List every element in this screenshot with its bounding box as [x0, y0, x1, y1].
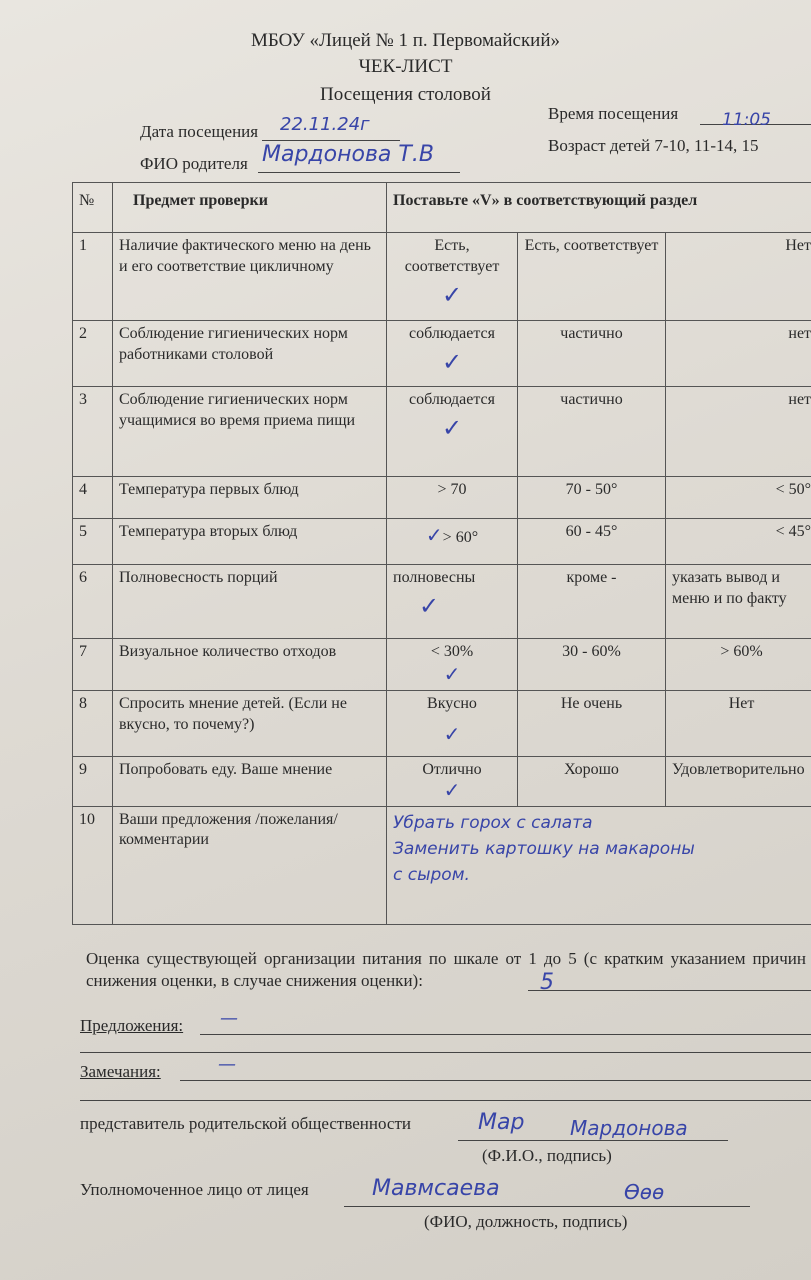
row-number: 10 [73, 806, 113, 924]
row-option: указать вывод и меню и по факту [666, 565, 811, 639]
row-option: Есть, соответствует ✓ [387, 233, 518, 321]
table-row [73, 321, 811, 387]
row-option: 70 - 50° [518, 477, 666, 519]
authorized-signature: Ѳѳѳ [624, 1180, 665, 1204]
authorized-name: Мавмсаева [372, 1176, 500, 1201]
children-age: Возраст детей 7-10, 11-14, 15 [548, 136, 759, 155]
row-subject: Наличие фактического меню на день и его соответствие цикличному [113, 233, 387, 321]
row-subject: Полновесность порций [113, 565, 387, 639]
rating-value: 5 [540, 970, 554, 995]
doc-title: ЧЕК-ЛИСТ [358, 56, 453, 77]
row-option: < 30% ✓ [387, 639, 518, 691]
visit-time-label: Время посещения [548, 104, 679, 123]
authorized-line [344, 1206, 750, 1207]
row-option: нет [666, 387, 811, 477]
row-option: Не очень [518, 690, 666, 756]
comments-value: Убрать горох с салата Заменить картошку на макароны с сыром. [387, 806, 811, 924]
table-row [73, 565, 811, 639]
row-option: < 50° [666, 477, 811, 519]
row-subject: Спросить мнение детей. (Если не вкусно, то почему?) [113, 690, 387, 756]
visit-date-line [262, 140, 400, 141]
row-number: 2 [73, 321, 113, 387]
row-option: частично [518, 321, 666, 387]
row-subject: Соблюдение гигиенических норм работниками столовой [113, 321, 387, 387]
doc-subtitle: Посещения столовой [320, 84, 491, 105]
row-number: 6 [73, 565, 113, 639]
table-row [73, 519, 811, 565]
visit-date-value: 22.11.24г [280, 114, 370, 135]
row-subject: Температура первых блюд [113, 477, 387, 519]
row-number: 1 [73, 233, 113, 321]
check-mark-icon: ✓ [441, 347, 463, 376]
row-number: 9 [73, 756, 113, 806]
checklist-table [72, 182, 811, 925]
row-subject: Ваши предложения /пожелания/ комментарии [113, 806, 387, 924]
row-number: 8 [73, 690, 113, 756]
check-mark-icon: ✓ [419, 591, 440, 620]
check-mark-icon: ✓ [441, 413, 463, 442]
table-row [73, 387, 811, 477]
authorized-label: Уполномоченное лицо от лицея [80, 1180, 309, 1199]
table-row [73, 756, 811, 806]
visit-time-value: 11:05 [722, 110, 771, 130]
table-row [73, 639, 811, 691]
rating-line [528, 990, 811, 991]
row-option: Нет [666, 690, 811, 756]
check-mark-icon: ✓ [443, 777, 461, 802]
col-header-mark: Поставьте «V» в соответствующий раздел [387, 183, 811, 233]
table-header-row [73, 183, 811, 233]
row-option: < 45° [666, 519, 811, 565]
parent-rep-line [458, 1140, 728, 1141]
col-header-number: № [73, 183, 113, 233]
proposals-label: Предложения: [80, 1016, 184, 1035]
row-option: нет [666, 321, 811, 387]
row-option: Удовлетворительно [666, 756, 811, 806]
parent-rep-label: представитель родительской общественности [80, 1114, 411, 1133]
row-option: ✓> 60° [387, 519, 518, 565]
authorized-caption: (ФИО, должность, подпись) [424, 1212, 628, 1231]
row-number: 5 [73, 519, 113, 565]
rating-question: Оценка существующей организации питания по шкале от 1 до 5 (с кратким указанием причин снижения оценки, в случае снижения оценки): [86, 949, 806, 991]
col-header-subject: Предмет проверки [113, 183, 387, 233]
row-number: 3 [73, 387, 113, 477]
row-option: 60 - 45° [518, 519, 666, 565]
row-option: соблюдается ✓ [387, 387, 518, 477]
row-option: кроме - [518, 565, 666, 639]
proposals-value: — [220, 1008, 238, 1029]
remarks-label: Замечания: [80, 1062, 161, 1081]
table-row [73, 477, 811, 519]
parent-rep-caption: (Ф.И.О., подпись) [482, 1146, 612, 1165]
row-option: полновесны ✓ [387, 565, 518, 639]
row-option: 30 - 60% [518, 639, 666, 691]
table-row [73, 690, 811, 756]
visit-date-label: Дата посещения [140, 122, 259, 141]
table-row [73, 806, 811, 924]
table-row [73, 233, 811, 321]
check-mark-icon: ✓ [441, 280, 463, 309]
parent-rep-signature: Мар [478, 1110, 525, 1135]
row-option: соблюдается ✓ [387, 321, 518, 387]
row-option: Вкусно ✓ [387, 690, 518, 756]
check-mark-icon: ✓ [425, 523, 443, 547]
row-subject: Температура вторых блюд [113, 519, 387, 565]
row-option: Есть, соответствует [518, 233, 666, 321]
check-mark-icon: ✓ [443, 721, 461, 746]
row-subject: Соблюдение гигиенических норм учащимися во время приема пищи [113, 387, 387, 477]
parent-rep-name: Мардонова [570, 1116, 688, 1140]
row-option: Нет [666, 233, 811, 321]
row-subject: Визуальное количество отходов [113, 639, 387, 691]
row-option: > 60% [666, 639, 811, 691]
proposals-line [200, 1034, 811, 1035]
check-mark-icon: ✓ [443, 661, 461, 686]
remarks-value: — [218, 1054, 236, 1075]
row-number: 7 [73, 639, 113, 691]
proposals-line-2 [80, 1052, 811, 1053]
row-option: Отлично ✓ [387, 756, 518, 806]
school-name: МБОУ «Лицей № 1 п. Первомайский» [250, 30, 561, 51]
parent-name-label: ФИО родителя [140, 154, 248, 173]
parent-name-value: Мардонова Т.В [262, 142, 434, 167]
remarks-line [180, 1080, 811, 1081]
remarks-line-2 [80, 1100, 811, 1101]
row-subject: Попробовать еду. Ваше мнение [113, 756, 387, 806]
row-option: Хорошо [518, 756, 666, 806]
row-option: > 70 [387, 477, 518, 519]
row-number: 4 [73, 477, 113, 519]
row-option: частично [518, 387, 666, 477]
parent-name-line [258, 172, 460, 173]
